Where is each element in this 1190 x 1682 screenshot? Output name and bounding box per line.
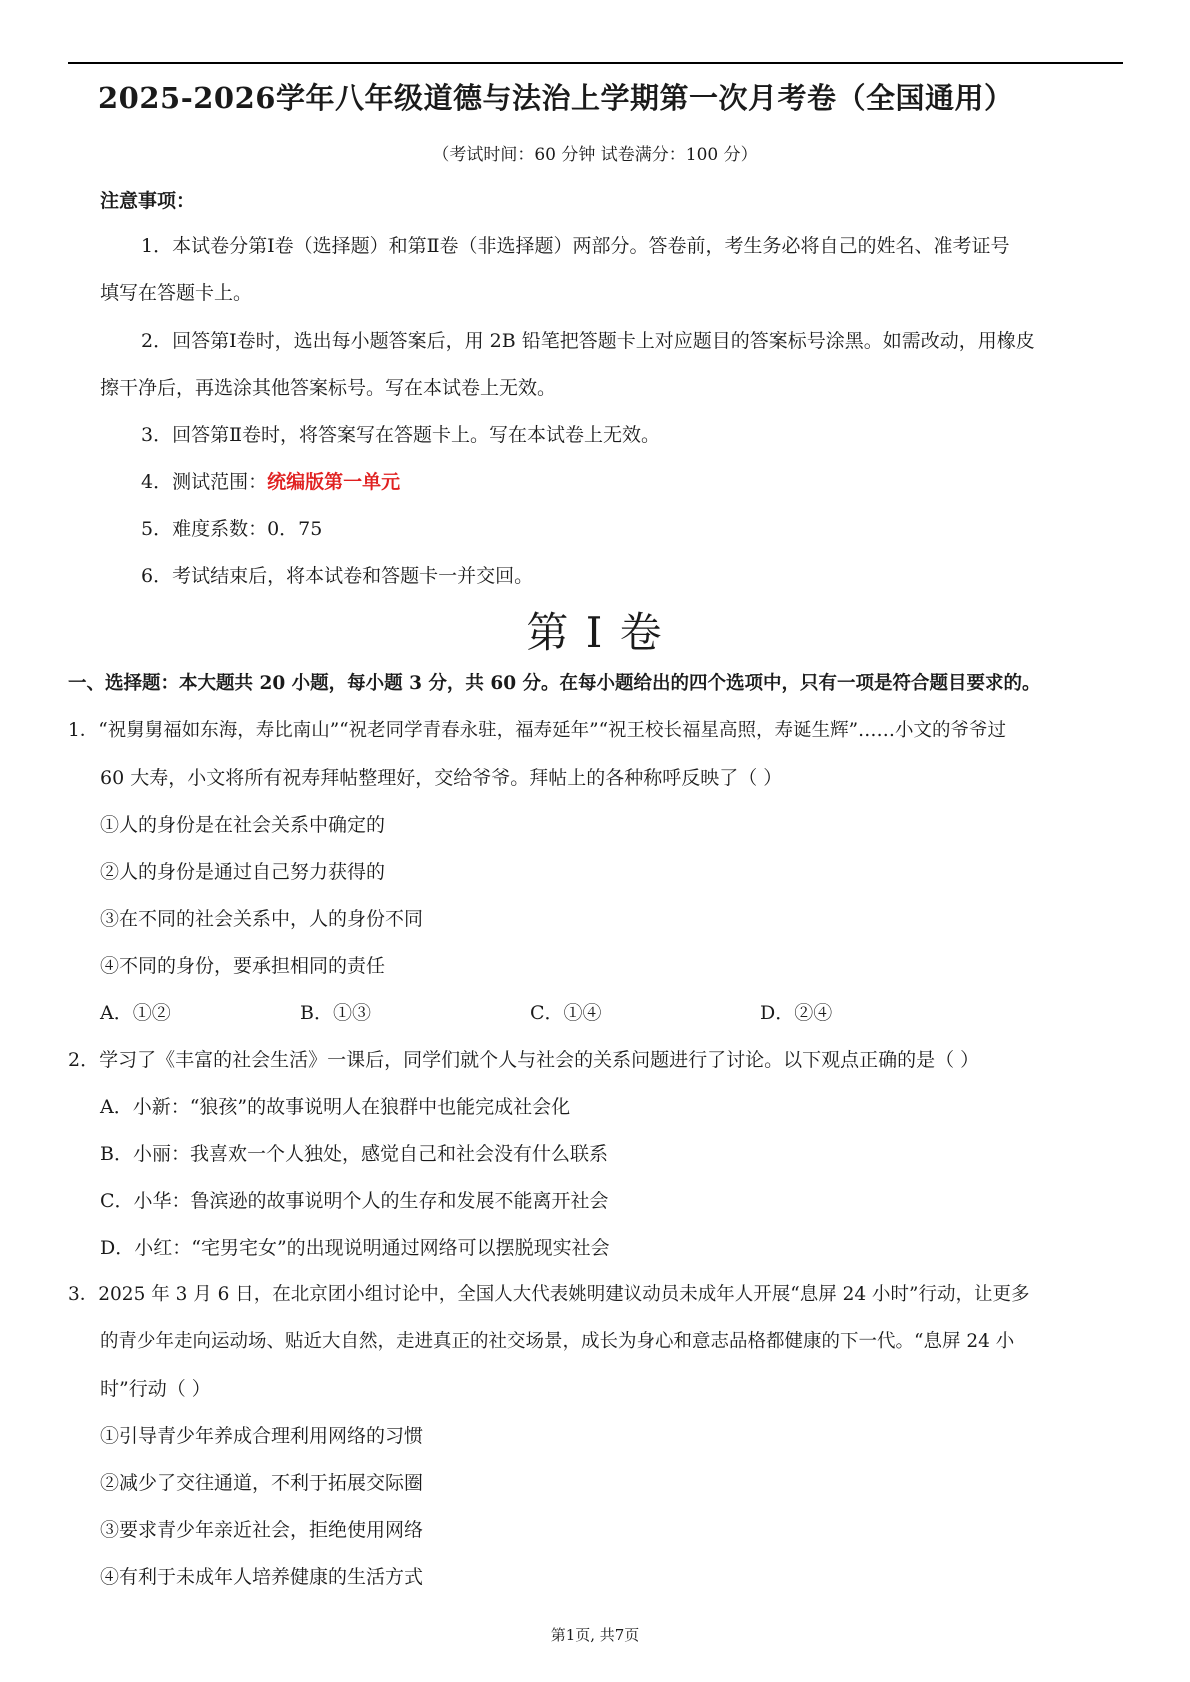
note-1-line1: 1．本试卷分第Ⅰ卷（选择题）和第Ⅱ卷（非选择题）两部分。答卷前，考生务必将自己的姓名、准考证号 <box>141 235 1010 257</box>
note-6: 6．考试结束后，将本试卷和答题卡一并交回。 <box>141 565 534 587</box>
note-4-prefix: 4．测试范围： <box>141 471 268 493</box>
q1-statement-4: ④不同的身份，要承担相同的责任 <box>100 955 386 977</box>
note-1-line2: 填写在答题卡上。 <box>100 282 253 304</box>
exam-subtitle: （考试时间：60 分钟 试卷满分：100 分） <box>432 145 758 165</box>
q2-option-b: B．小丽：我喜欢一个人独处，感觉自己和社会没有什么联系 <box>100 1143 608 1165</box>
q1-option-c: C．①④ <box>530 1002 602 1024</box>
exam-title: 2025-2026学年八年级道德与法治上学期第一次月考卷（全国通用） <box>98 81 1014 115</box>
note-4 <box>141 468 400 496</box>
q1-statement-3: ③在不同的社会关系中，人的身份不同 <box>100 908 424 930</box>
page-number: 第1页, 共7页 <box>550 1626 640 1644</box>
q1-option-d: D．②④ <box>760 1002 833 1024</box>
q3-statement-1: ①引导青少年养成合理利用网络的习惯 <box>100 1425 424 1447</box>
q2-stem: 2．学习了《丰富的社会生活》一课后，同学们就个人与社会的关系问题进行了讨论。以下观点正确的是（ ） <box>68 1049 980 1071</box>
q1-statement-2: ②人的身份是通过自己努力获得的 <box>100 861 386 883</box>
note-4-scope: 统编版第一单元 <box>267 471 401 493</box>
q2-option-c: C．小华：鲁滨逊的故事说明个人的生存和发展不能离开社会 <box>100 1190 609 1212</box>
q3-statement-4: ④有利于未成年人培养健康的生活方式 <box>100 1566 424 1588</box>
q1-statement-1: ①人的身份是在社会关系中确定的 <box>100 814 386 836</box>
q3-statement-3: ③要求青少年亲近社会，拒绝使用网络 <box>100 1519 424 1541</box>
top-rule <box>68 62 1123 64</box>
note-5: 5．难度系数：0．75 <box>141 518 323 540</box>
q3-stem-line2: 的青少年走向运动场、贴近大自然，走进真正的社交场景，成长为身心和意志品格都健康的下一代。“息屏 24 小 <box>100 1331 1015 1352</box>
q1-stem-line2: 60 大寿，小文将所有祝寿拜帖整理好，交给爷爷。拜帖上的各种称呼反映了（ ） <box>100 767 783 789</box>
note-2-line2: 擦干净后，再选涂其他答案标号。写在本试卷上无效。 <box>100 377 557 399</box>
section-instruction: 一、选择题：本大题共 20 小题，每小题 3 分，共 60 分。在每小题给出的四个选项中，只有一项是符合题目要求的。 <box>68 673 1041 694</box>
note-2-line1: 2．回答第Ⅰ卷时，选出每小题答案后，用 2B 铅笔把答题卡上对应题目的答案标号涂黑。如需改动，用橡皮 <box>141 330 1035 352</box>
q1-stem-line1: 1．“祝舅舅福如东海，寿比南山”“祝老同学青春永驻，福寿延年”“祝王校长福星高照，寿诞生辉”……小文的爷爷过 <box>68 720 1007 741</box>
q1-option-b: B．①③ <box>300 1002 371 1024</box>
q1-option-a: A．①② <box>100 1002 171 1024</box>
q3-statement-2: ②减少了交往通道，不利于拓展交际圈 <box>100 1472 424 1494</box>
q2-option-d: D．小红：“宅男宅女”的出现说明通过网络可以摆脱现实社会 <box>100 1237 610 1259</box>
notes-heading: 注意事项： <box>100 190 196 212</box>
q3-stem-line3: 时”行动（ ） <box>100 1378 211 1400</box>
q3-stem-line1: 3．2025 年 3 月 6 日，在北京团小组讨论中，全国人大代表姚明建议动员未成年人开展“息屏 24 小时”行动，让更多 <box>68 1284 1030 1305</box>
note-3: 3．回答第Ⅱ卷时，将答案写在答题卡上。写在本试卷上无效。 <box>141 424 661 446</box>
q2-option-a: A．小新：“狼孩”的故事说明人在狼群中也能完成社会化 <box>100 1096 571 1118</box>
section-title: 第 I 卷 <box>526 608 664 657</box>
